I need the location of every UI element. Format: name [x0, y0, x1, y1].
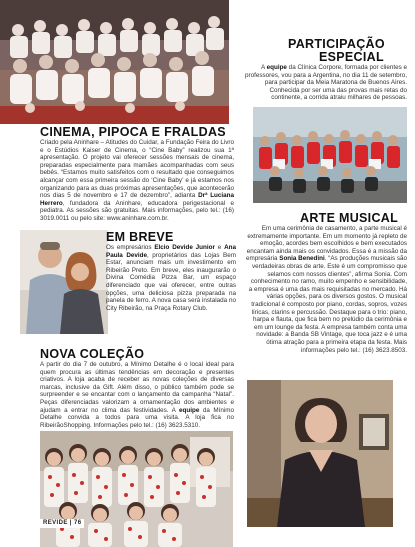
cinema-body: Criado pela Aninhare – Atitudes do Cuidar, a Fundação Feira do Livro e o Estúdios Kaiser de Cinema, o “Cine Baby” realizou sua 1ª apresentação. O projeto vai oferecer sessões mensais de cinema, preparadas especialmente para mamães acompanhadas com seus bebês. “Estamos muito satisfeitos com o resultado que conseguimos alcançar com essa primeira sessão do ‘Cine Baby’ e já estamos nos organizando para as duas próximas apresentações, que acontecerão nos dias 5 de novembro e 17 de dezembro”, adianta Drª Luciana Herrero, fundadora da Aninhare, educadora perigestacional e pediatra. As sessões são gratuitas. Mais informações, pelo tel.: (16) 3019.0011 ou pelo site: www.aninhare.com.br.: [40, 139, 234, 222]
couple-portrait-photo: [20, 230, 108, 334]
marathon-runners-photo: [253, 107, 407, 203]
embreve-title: EM BREVE: [106, 230, 174, 244]
arte-title: ARTE MUSICAL: [300, 211, 399, 225]
colecao-body: A partir do dia 7 de outubro, a Mínimo Detalhe é o local ideal para quem procura as últimas tendências em decoração e presentes criativos. A loja acaba de receber as novas coleções de diversas marcas, inclusive da Gift. Além disso, o público também pode se surpreender e se encantar com o lançamento da campanha “Natal”. Peças diferenciadas valorizam a ornamentação dos ambientes e ajudam a entrar no clima das festividades. A equipe da Mínimo Detalhe convida a todos para uma visita. A loja fica no RibeirãoShopping. Informações pelo tel.: (16) 3623.5310.: [40, 361, 234, 429]
colecao-title: NOVA COLEÇÃO: [40, 347, 145, 361]
minimo-detalhe-team-photo: [40, 431, 233, 547]
page-folio: REVIDE | 76: [40, 519, 84, 528]
cinema-title: CINEMA, PIPOCA E FRALDAS: [40, 125, 226, 139]
participacao-title-line1: PARTICIPAÇÃO: [288, 37, 385, 51]
embreve-body: Os empresários Elcio Devide Junior e Ana Paula Devide, proprietários das Lojas Bem Estar, anunciam mais um investimento em Ribeirão Preto. Em breve, eles inaugurarão o Divina Comédia Pizza Bar, um espaço diferenciado que vai oferecer, entre outras opções, uma deliciosa pizza preparada na panela de ferro. A nova casa será instalada no City Ribeirão, na Praça Rotary Club.: [106, 244, 236, 312]
participacao-body: A equipe da Clínica Corpore, formada por clientes e professores, vou para a Argentina, no dia 11 de setembro, para participar da Meia Maratona de Buenos Aires. Conhecida por ser uma das provas mais retas do continente, a corrida atraiu milhares de pessoas.: [245, 64, 407, 102]
cinema-audience-photo: [0, 0, 229, 124]
participacao-title-line2: ESPECIAL: [319, 50, 384, 64]
sonia-benedini-portrait-photo: [247, 380, 393, 527]
arte-body: Em uma cerimônia de casamento, a parte musical é extremamente importante. Em um momento já repleto de emoção, acordes bem escolhidos e bem executados encantam ainda mais os convidados. Essa é a missão da empresária Sonia Benedini. “As produções musicais são verdadeiras obras de arte. Este é um compromisso que selamos com nossos clientes”, afirma Sonia. Com conhecimento no ramo, muito empenho e sensibilidade, a empresa é uma das mais requisitadas no mercado. Há várias opções, para os diversos gostos. O musical tradicional é composto por piano, cordas, sopros, vozes líricas, clarins e percussão. Destaque para o trio: piano, harpa e flauta, que fica bem no prelúdio da cerimônia e em um lounge da festa. A empresa também conta uma novidade: a Banda SB Vintage, que toca jazz e é uma ótima atração para a primeira etapa da festa. Mais informações pelo tel.: (16) 3623.8503.: [246, 225, 407, 354]
